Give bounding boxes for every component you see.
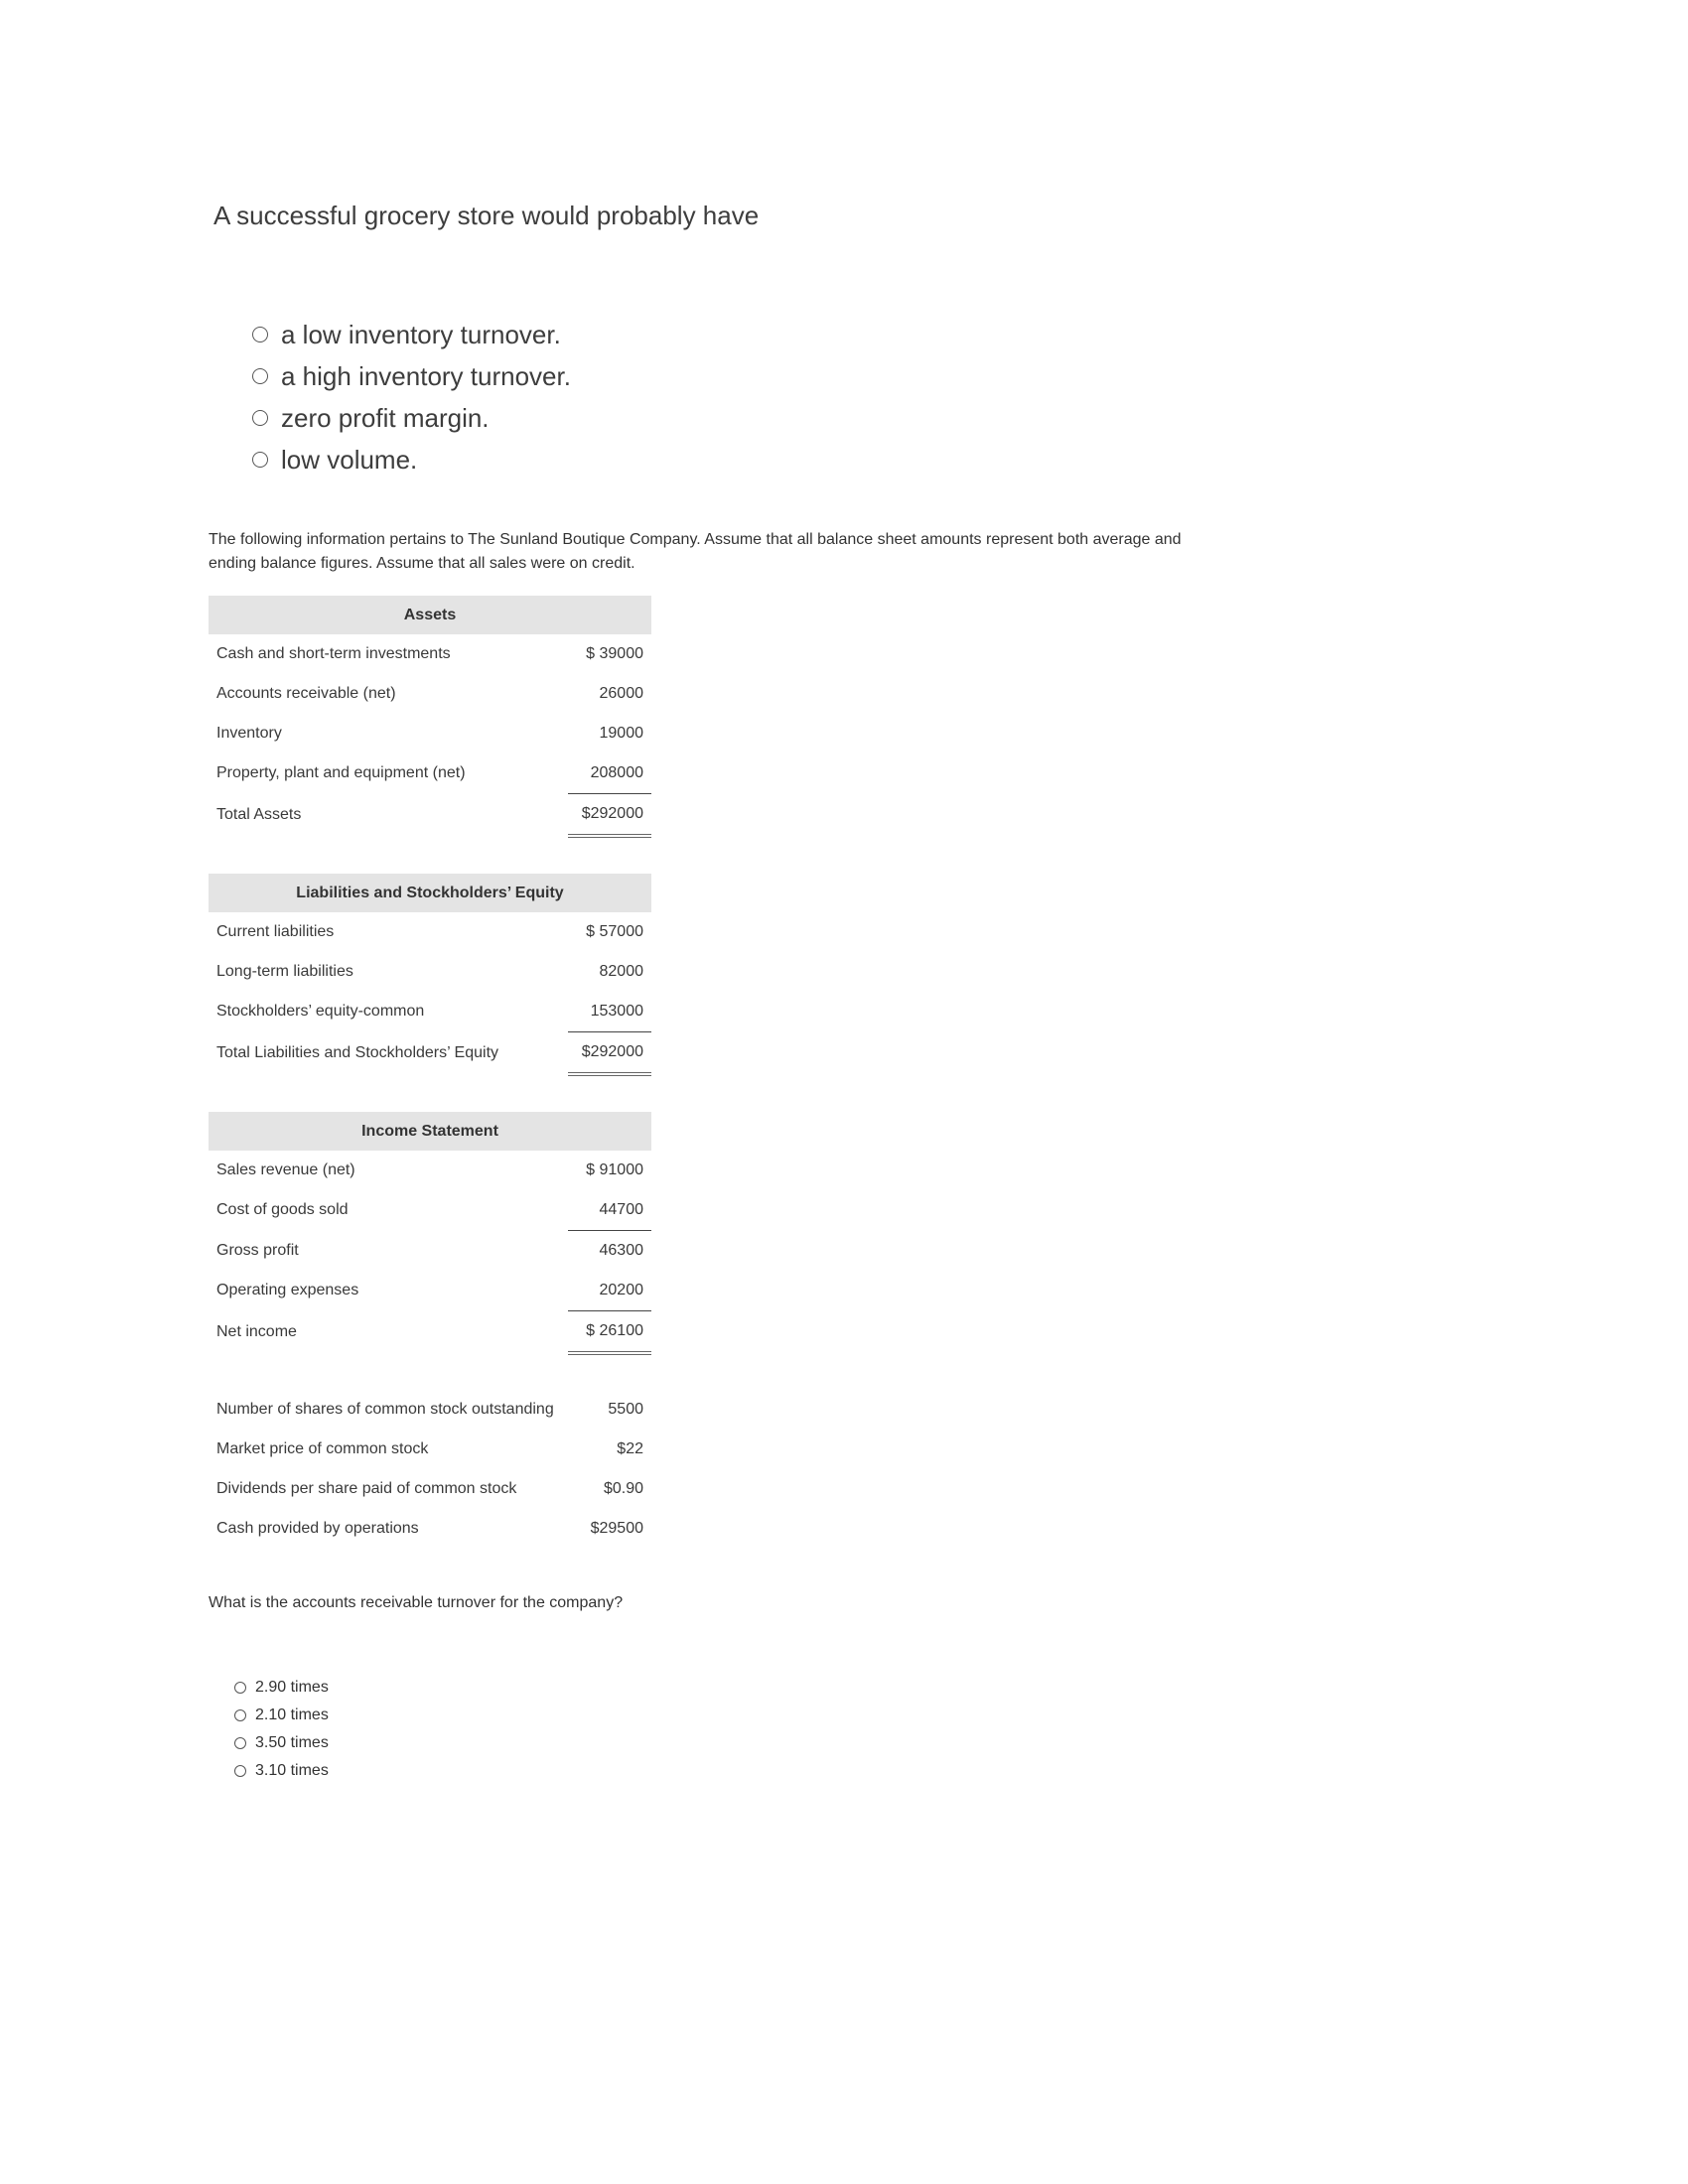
income-statement-table	[209, 1112, 651, 1355]
row-value: $ 39000	[586, 645, 643, 662]
assets-table	[209, 596, 651, 838]
table-row	[209, 952, 651, 992]
table-row	[209, 714, 651, 753]
answer-option[interactable]	[252, 314, 571, 355]
table-row	[209, 1190, 651, 1231]
row-label: Cost of goods sold	[216, 1201, 349, 1219]
table-row	[209, 753, 651, 794]
row-value: 5500	[608, 1401, 643, 1418]
answer-option[interactable]	[234, 1757, 329, 1785]
answer-option-label: 2.10 times	[255, 1706, 329, 1723]
row-label: Accounts receivable (net)	[216, 685, 396, 702]
row-value: 153000	[568, 992, 651, 1032]
assets-header: Assets	[209, 596, 651, 634]
question-2-prompt: What is the accounts receivable turnover for the company?	[209, 1594, 624, 1611]
answer-option-label: a low inventory turnover.	[281, 319, 561, 349]
answer-option[interactable]	[234, 1729, 329, 1757]
row-value: 20200	[568, 1271, 651, 1311]
table-row	[209, 1271, 651, 1311]
company-info-text: The following information pertains to The Sunland Boutique Company. Assume that all balance sheet amounts represent both average and ending balance figures. Assume that all sales were on credit.	[209, 531, 1182, 572]
income-header: Income Statement	[209, 1112, 651, 1151]
answer-option-label: low volume.	[281, 444, 418, 475]
liabilities-header: Liabilities and Stockholders’ Equity	[209, 874, 651, 912]
row-value: $0.90	[603, 1480, 643, 1497]
answer-option[interactable]	[234, 1674, 329, 1702]
row-label: Long-term liabilities	[216, 963, 353, 980]
other-data-table	[209, 1390, 651, 1549]
row-value: 44700	[568, 1190, 651, 1231]
row-value: $ 57000	[586, 923, 643, 940]
row-label: Stockholders’ equity-common	[216, 1003, 425, 1021]
radio-button[interactable]	[234, 1737, 246, 1749]
table-row	[209, 1311, 651, 1354]
table-row	[209, 794, 651, 837]
table-row	[209, 912, 651, 952]
row-value: $29500	[590, 1520, 643, 1537]
radio-button[interactable]	[252, 368, 268, 384]
row-value: $292000	[568, 1032, 651, 1075]
row-value: $ 91000	[586, 1161, 643, 1178]
row-label: Net income	[216, 1322, 297, 1340]
question-2-options	[234, 1674, 329, 1785]
answer-option-label: 3.10 times	[255, 1762, 329, 1779]
table-row	[209, 1469, 651, 1509]
table-row	[209, 1231, 651, 1272]
radio-button[interactable]	[234, 1682, 246, 1694]
row-label: Gross profit	[216, 1241, 299, 1259]
answer-option[interactable]	[252, 397, 571, 439]
radio-button[interactable]	[234, 1765, 246, 1777]
radio-button[interactable]	[234, 1709, 246, 1721]
row-value: $ 26100	[568, 1311, 651, 1354]
row-label: Cash provided by operations	[216, 1520, 419, 1537]
row-value: 19000	[599, 725, 643, 742]
question-1-prompt: A successful grocery store would probably have	[213, 201, 760, 230]
answer-option[interactable]	[234, 1702, 329, 1729]
radio-button[interactable]	[252, 327, 268, 342]
row-label: Sales revenue (net)	[216, 1161, 355, 1178]
radio-button[interactable]	[252, 452, 268, 468]
row-value: 46300	[599, 1242, 643, 1259]
question-1-options	[252, 314, 571, 480]
liabilities-table	[209, 874, 651, 1076]
answer-option-label: 2.90 times	[255, 1679, 329, 1696]
table-row	[209, 992, 651, 1032]
table-row	[209, 1430, 651, 1469]
table-row	[209, 1390, 651, 1430]
row-label: Total Assets	[216, 805, 302, 823]
answer-option-label: zero profit margin.	[281, 402, 490, 433]
row-label: Number of shares of common stock outstanding	[216, 1401, 554, 1418]
row-label: Inventory	[216, 725, 282, 742]
answer-option[interactable]	[252, 439, 571, 480]
row-value: $292000	[568, 794, 651, 837]
radio-button[interactable]	[252, 410, 268, 426]
table-row	[209, 634, 651, 674]
table-row	[209, 1509, 651, 1549]
table-row	[209, 1032, 651, 1075]
row-value: 26000	[599, 685, 643, 702]
row-label: Operating expenses	[216, 1282, 359, 1299]
row-label: Current liabilities	[216, 923, 335, 940]
row-label: Property, plant and equipment (net)	[216, 764, 466, 782]
row-value: $22	[617, 1440, 643, 1457]
row-label: Market price of common stock	[216, 1440, 429, 1457]
answer-option[interactable]	[252, 355, 571, 397]
answer-option-label: 3.50 times	[255, 1734, 329, 1751]
table-row	[209, 674, 651, 714]
row-label: Total Liabilities and Stockholders’ Equity	[216, 1043, 499, 1061]
row-label: Dividends per share paid of common stock	[216, 1480, 517, 1497]
table-row	[209, 1151, 651, 1190]
row-value: 82000	[599, 963, 643, 980]
row-value: 208000	[568, 753, 651, 794]
answer-option-label: a high inventory turnover.	[281, 360, 571, 391]
row-label: Cash and short-term investments	[216, 645, 451, 662]
